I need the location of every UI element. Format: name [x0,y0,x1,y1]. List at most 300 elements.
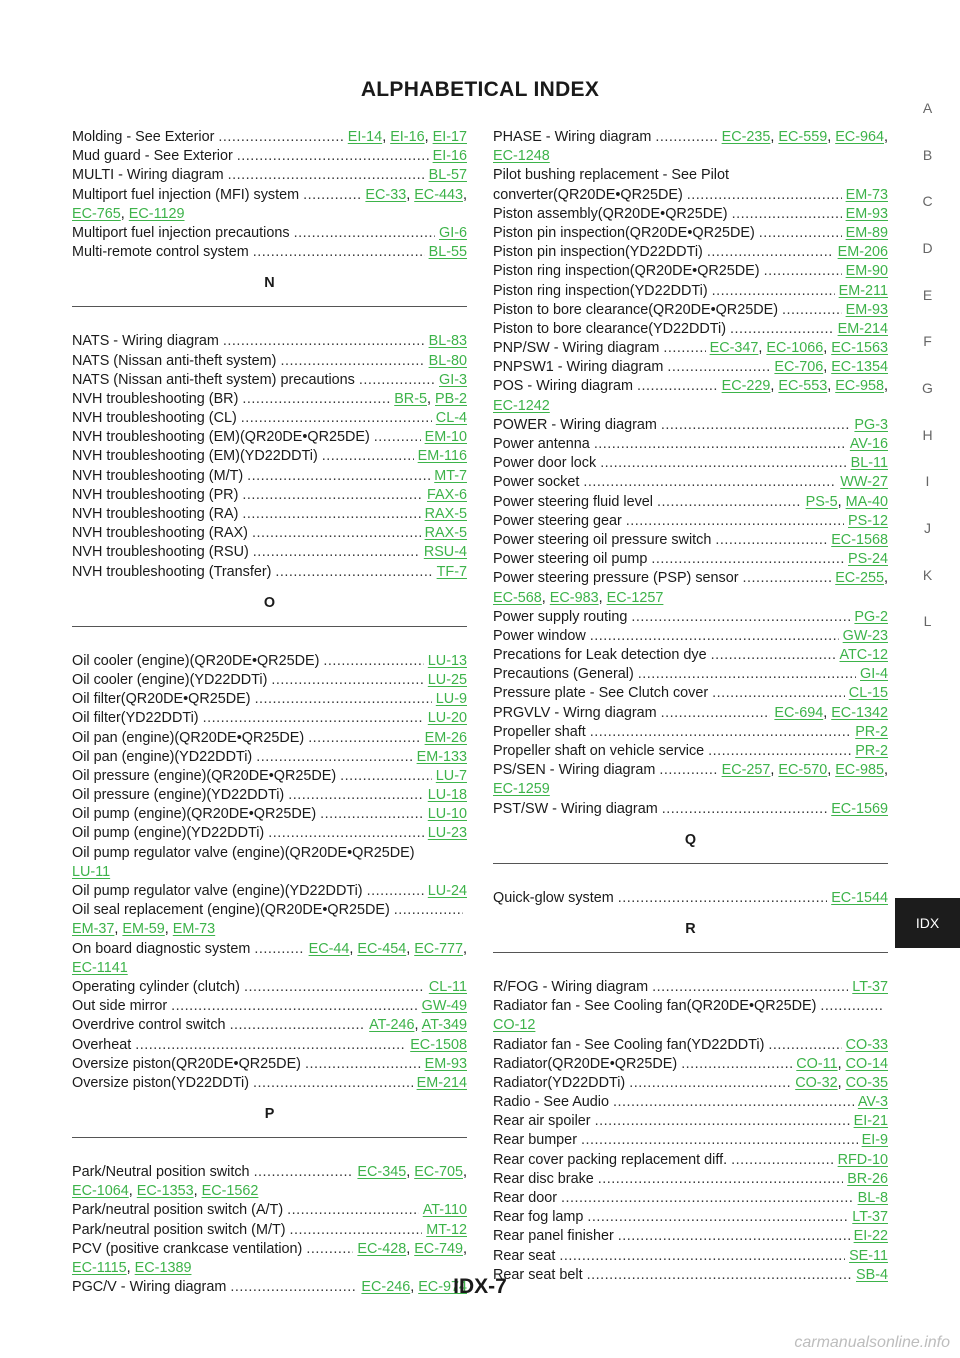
index-entry-title: NVH troubleshooting (EM)(YD22DDTi) [72,448,318,465]
page-ref-link[interactable]: EC-1242 [493,397,550,414]
index-entry-refs [436,409,467,428]
ref-separator: , [837,1074,846,1091]
index-entry-refs [437,563,467,582]
index-entry-refs [854,608,888,627]
index-entry-title: Radio - See Audio [493,1094,610,1111]
section-tab-b[interactable]: B [922,147,933,163]
index-entry-title: Power steering fluid level [493,493,653,510]
page-ref-link[interactable]: GI-3 [439,371,467,388]
section-tab-l[interactable]: L [923,613,932,629]
page-ref-link[interactable]: CO-33 [845,1036,888,1053]
index-entry-title: Precautions (General) [493,666,634,683]
index-entry-title: Oversize piston(YD22DDTi) [72,1074,249,1091]
section-tab-c[interactable]: C [922,193,933,209]
page-ref-link[interactable]: PS-5 [805,493,838,510]
page-ref-link[interactable]: CL-15 [848,685,888,702]
page-ref-link[interactable]: EI-16 [390,129,425,145]
section-letter: P [264,1106,275,1123]
page-ref-link[interactable]: EC-1342 [831,704,888,721]
page-ref-link[interactable]: PR-2 [855,723,888,740]
page-ref-link[interactable]: CL-11 [428,978,467,995]
leader-dots [252,524,421,543]
page-ref-link[interactable]: EM-73 [845,186,888,203]
page-ref-link[interactable]: SB-4 [856,1266,888,1283]
page-ref-link[interactable]: EM-133 [416,748,467,765]
index-entry-refs [852,1208,888,1227]
index-entry-title: POWER - Wiring diagram [493,416,657,433]
page-ref-link[interactable]: RAX-5 [424,506,467,522]
index-entry-title: Rear bumper [493,1132,577,1149]
leader-dots [637,377,718,396]
page-ref-link[interactable]: RFD-10 [837,1151,888,1168]
page-ref-link[interactable]: CL-4 [435,410,467,427]
ref-separator: , [424,129,433,145]
index-entry-refs [848,550,888,569]
page-ref-link[interactable]: LU-20 [427,710,467,727]
index-entry-refs [428,786,467,805]
index-entry [493,800,888,819]
index-entry-refs [425,729,467,748]
index-entry [72,997,467,1016]
index-entry-title: Oil cooler (engine)(QR20DE•QR25DE) [72,652,320,669]
index-entry [493,742,888,761]
page-ref-link[interactable]: TF-7 [436,563,467,580]
ref-separator: , [382,129,391,145]
leader-dots [305,1055,421,1074]
page-ref-link[interactable]: LU-25 [427,671,467,688]
index-entry-title: Oil pump regulator valve (engine)(QR20DE•QR25DE) [72,844,415,861]
page-ref-link[interactable]: CO-35 [845,1074,888,1091]
page-ref-link[interactable]: EC-1389 [134,1260,192,1276]
page-ref-link[interactable]: EM-211 [838,282,888,299]
page-ref-link[interactable]: SE-11 [849,1247,888,1264]
index-entry-title: NATS (Nissan anti-theft system) [72,352,277,369]
page-ref-link[interactable]: EC-347 [709,340,759,357]
index-entry-title: Power steering pressure (PSP) sensor [493,570,739,587]
leader-dots [280,352,424,371]
index-entry-refs [846,224,888,243]
page-ref-link[interactable]: EC-1568 [831,531,888,548]
section-tab-k[interactable]: K [922,567,933,583]
page-ref-link[interactable]: EI-22 [853,1228,888,1245]
section-divider [493,952,888,953]
page-ref-link[interactable]: RAX-5 [424,525,467,542]
index-entry-title: Mud guard - See Exterior [72,148,233,165]
page-ref-link[interactable]: BL-8 [857,1190,888,1206]
page-ref-link[interactable]: MT-7 [434,467,467,484]
page-ref-link[interactable]: LU-7 [435,767,467,784]
index-entry [493,1112,888,1131]
index-entry-refs [428,671,467,690]
index-entry [72,901,467,920]
page-ref-link[interactable]: EC-1562 [201,1183,259,1200]
page-ref-link[interactable]: PB-2 [435,390,467,407]
index-entry [72,729,467,748]
index-entry-refs [846,301,888,320]
index-entry [493,1227,888,1246]
index-entry [72,690,467,709]
page-ref-link[interactable]: GI-6 [439,224,467,241]
index-entry [72,978,467,997]
index-entry [493,978,888,997]
page-ref-link[interactable]: EM-93 [845,301,888,318]
leader-dots [681,1055,792,1074]
page-ref-link[interactable]: EC-1508 [410,1036,467,1053]
page-ref-link[interactable]: EC-229 [721,378,771,395]
page-ref-link[interactable]: AT-246 [369,1017,415,1034]
section-o [72,582,467,652]
page-ref-link[interactable]: EM-93 [845,205,888,222]
page-ref-link[interactable]: EC-1248 [493,148,550,165]
index-entry [72,786,467,805]
page-ref-link[interactable]: ATC-12 [839,647,888,664]
page-ref-link[interactable]: BL-55 [428,244,467,261]
page-ref-link[interactable]: RSU-4 [423,544,467,561]
page-ref-link[interactable]: EM-206 [837,244,888,261]
index-entry-title: Overheat [72,1036,132,1053]
page-ref-link[interactable]: EC-1066 [766,340,824,357]
section-tab-j[interactable]: J [924,520,931,536]
leader-dots [323,652,423,671]
index-entry-title: Power window [493,627,586,644]
index-entry-refs [418,447,467,466]
page-ref-link[interactable]: EM-90 [845,263,888,280]
page-ref-link[interactable]: CO-14 [845,1055,888,1072]
index-entry [493,1151,888,1170]
index-entry-refs [848,512,888,531]
page-ref-link[interactable]: EI-16 [432,148,467,165]
ref-separator: , [406,1240,415,1257]
page-ref-link[interactable]: LU-11 [72,863,111,880]
page-ref-link[interactable]: GW-49 [421,998,467,1015]
index-entry-refs [851,454,888,473]
page-ref-link[interactable]: EC-985 [835,762,884,779]
index-entry-title: PS/SEN - Wiring diagram [493,762,656,779]
page-ref-link[interactable]: EC-428 [357,1240,407,1257]
page-ref-link[interactable]: EC-705 [414,1164,463,1181]
index-entry-title: PHASE - Wiring diagram [493,129,652,145]
index-entry [493,512,888,531]
page-ref-link[interactable]: EC-559 [778,129,828,145]
index-entry [493,186,888,205]
page-ref-link[interactable]: EI-9 [861,1132,888,1149]
index-entry-title: Power antenna [493,436,590,452]
page-ref-link[interactable]: MA-40 [845,493,888,510]
page-ref-link[interactable]: BL-11 [850,455,888,472]
page-ref-link[interactable]: EI-14 [347,129,383,145]
page-ref-link[interactable]: EM-10 [424,429,467,446]
leader-dots [303,186,361,205]
index-entry-refs [428,805,467,824]
page-ref-link[interactable]: EM-73 [172,921,216,938]
index-entry-refs [433,147,467,166]
index-entry-title: Piston pin inspection(QR20DE•QR25DE) [493,224,755,241]
leader-dots [237,147,429,166]
page-ref-link[interactable]: BL-83 [428,333,467,350]
leader-dots [759,224,842,243]
page-ref-link[interactable]: EM-37 [72,921,115,938]
index-entry-refs [428,882,467,901]
page-ref-link[interactable]: EC-246 [361,1279,411,1296]
index-entry-title: Oil filter(QR20DE•QR25DE) [72,691,251,708]
page-ref-link[interactable]: EC-964 [835,129,884,145]
page-ref-link[interactable]: EC-974 [418,1279,467,1296]
index-entry-refs [429,243,467,262]
leader-dots [707,243,834,262]
page-ref-link[interactable]: EC-749 [414,1240,463,1257]
page-ref-link[interactable]: EC-257 [721,762,771,779]
index-entry-title: Park/neutral position switch (M/T) [72,1221,286,1238]
index-entry-title: Power door lock [493,455,597,472]
page-ref-link[interactable]: EC-255 [835,570,884,587]
page-ref-link[interactable]: LU-18 [427,787,467,804]
page-ref-link[interactable]: LU-23 [427,825,467,842]
leader-dots [629,1074,791,1093]
page-ref-link[interactable]: AV-3 [857,1094,888,1111]
page-ref-link[interactable]: LU-13 [427,652,467,669]
page-ref-link[interactable]: EM-26 [424,729,467,746]
ref-separator: , [414,1017,422,1034]
index-entry-refs [425,1055,467,1074]
page-ref-link[interactable]: EC-1129 [128,205,185,222]
page-ref-link[interactable]: PR-2 [855,743,888,759]
page-ref-link[interactable]: EC-235 [721,129,771,145]
index-entry [72,505,467,524]
page-ref-link[interactable]: EC-568 [493,589,542,606]
leader-dots [255,690,432,709]
ref-separator: , [463,1240,467,1257]
page-ref-link[interactable]: BR-26 [847,1170,888,1187]
section-tab-d[interactable]: D [922,240,933,256]
index-entry-title: NVH troubleshooting (RA) [72,506,239,522]
page-ref-link[interactable]: EC-777 [414,940,463,957]
page-ref-link[interactable]: EC-1115 [72,1260,127,1276]
index-entry-refs [428,709,467,728]
index-entry-refs [855,742,888,761]
page-ref-link[interactable]: EM-214 [416,1074,467,1091]
page-ref-link[interactable]: EC-44 [308,940,350,957]
index-entry [72,409,467,428]
index-entry-title: Rear door [493,1190,557,1206]
index-entry [493,608,888,627]
leader-dots [228,166,425,185]
ref-separator: , [837,1055,846,1072]
index-entry-title: Power steering oil pressure switch [493,531,712,548]
index-entry [493,454,888,473]
index-entry [493,435,888,454]
index-entry-refs [846,1036,888,1055]
page-ref-link[interactable]: EM-93 [424,1055,467,1072]
page-ref-link[interactable]: FAX-6 [427,486,467,503]
page-ref-link[interactable]: AV-16 [849,436,888,452]
index-entry-refs [795,1074,888,1093]
page-ref-link[interactable]: EM-59 [122,921,165,938]
index-entry-title: NVH troubleshooting (BR) [72,390,239,407]
leader-dots [595,1112,850,1131]
index-entry [72,224,467,243]
index-entry [72,186,467,205]
ref-separator: , [837,493,846,510]
leader-dots [561,1189,854,1208]
index-entry-title: Park/neutral position switch (A/T) [72,1202,284,1219]
page-ref-link[interactable]: EC-1259 [493,781,550,798]
ref-separator: , [406,940,415,957]
page-ref-link[interactable]: LT-37 [852,1209,888,1226]
index-entry-refs [806,493,888,512]
leader-dots [287,1201,419,1220]
index-column-right [493,128,888,1285]
ref-separator: , [770,762,779,779]
page-ref-link[interactable]: EM-89 [845,224,888,241]
index-entry-title: PNPSW1 - Wiring diagram [493,359,664,376]
leader-dots [254,1163,354,1182]
index-entry [72,940,467,959]
index-entry [493,205,888,224]
leader-dots [782,301,842,320]
leader-dots [244,978,425,997]
index-entry [72,352,467,371]
page-ref-link[interactable]: WW-27 [840,474,888,491]
page-ref-link[interactable]: EC-570 [778,762,828,779]
index-entry-title: Precations for Leak detection dye [493,647,707,664]
page-ref-link[interactable]: PG-3 [854,416,888,433]
page-ref-link[interactable]: LU-24 [427,883,467,899]
ref-separator: , [193,1183,202,1200]
ref-separator: , [823,359,832,376]
index-entry-refs [436,767,467,786]
index-entry-refs [846,262,888,281]
page-ref-link[interactable]: EC-443 [414,186,463,203]
page-ref-link[interactable]: EC-553 [778,378,828,395]
page-ref-link[interactable]: EC-1569 [831,800,888,817]
page-ref-link[interactable]: GW-23 [842,627,888,644]
page-ref-link[interactable]: MT-12 [426,1221,467,1238]
section-tab-e[interactable]: E [922,287,933,303]
leader-dots [594,435,846,454]
index-entry-refs [840,473,888,492]
page-ref-link[interactable]: GI-4 [860,666,888,683]
index-entry [72,447,467,466]
leader-dots [657,493,802,512]
index-entry [493,1055,888,1074]
page-ref-link[interactable]: PS-24 [848,551,888,568]
leader-dots [631,608,850,627]
index-entry-refs [858,1093,888,1112]
index-entry-title: PST/SW - Wiring diagram [493,800,658,817]
page-ref-link[interactable]: PG-2 [854,608,888,625]
page-ref-link[interactable]: LT-37 [852,978,888,995]
page-ref-link[interactable]: EM-214 [837,320,888,337]
ref-separator: , [827,129,836,145]
leader-dots [667,358,770,377]
page-ref-link[interactable]: EI-21 [853,1113,888,1130]
page-ref-link[interactable]: EM-116 [417,448,467,465]
page-ref-link[interactable]: EC-454 [357,940,407,957]
section-tab-idx[interactable]: IDX [895,898,960,948]
section-tab-i[interactable]: I [925,473,930,489]
page-ref-link[interactable]: EC-983 [549,589,599,606]
leader-dots [651,550,844,569]
leader-dots [242,390,390,409]
section-tab-f[interactable]: F [923,333,932,349]
index-entry-title: Rear cover packing replacement diff. [493,1151,728,1168]
page-ref-link[interactable]: EC-345 [357,1164,407,1181]
ref-separator: , [884,570,888,587]
index-entry-refs [854,1112,888,1131]
page-ref-link[interactable]: CO-32 [795,1074,838,1091]
page-ref-link[interactable]: LU-9 [435,691,467,708]
index-entry-title: NVH troubleshooting (M/T) [72,467,244,484]
section-tab-g[interactable]: G [922,380,933,396]
page-ref-link[interactable]: EC-706 [774,359,824,376]
leader-dots [223,332,425,351]
page-ref-link[interactable]: EC-1141 [72,959,128,976]
index-entry [72,1240,467,1259]
page-ref-link[interactable]: EC-1257 [606,589,664,606]
page-ref-link[interactable]: AT-349 [421,1017,467,1034]
index-entry [493,416,888,435]
index-entry-refs [846,205,888,224]
ref-separator: , [823,340,832,357]
page-ref-link[interactable]: CO-12 [493,1017,536,1034]
page-ref-link[interactable]: EI-17 [432,129,467,145]
page-ref-link[interactable]: EC-1064 [72,1183,129,1200]
page-ref-link[interactable]: EC-33 [365,186,407,203]
index-entry [493,684,888,703]
leader-dots [253,243,425,262]
section-tab-h[interactable]: H [922,427,933,443]
page-ref-link[interactable]: EC-1354 [831,359,888,376]
index-entry [493,1170,888,1189]
page-ref-link[interactable]: EC-1353 [136,1183,194,1200]
page-ref-link[interactable]: CO-11 [796,1055,838,1072]
index-entry-refs [852,978,888,997]
page-ref-link[interactable]: EC-958 [835,378,884,395]
ref-separator: , [427,390,435,407]
leader-dots [655,128,717,147]
leader-dots [367,882,424,901]
page-ref-link[interactable]: BR-5 [394,390,427,407]
page-ref-link[interactable]: BL-80 [428,352,467,369]
index-entry [72,128,467,147]
index-entry-title: Pilot bushing replacement - See Pilot [493,167,729,184]
index-entry-refs [410,1036,467,1055]
index-entry-refs [428,824,467,843]
index-entry-title: Oil pump regulator valve (engine)(YD22DDTi) [72,883,363,899]
index-entry-title: Multi-remote control system [72,244,249,261]
index-entry [493,320,888,339]
leader-dots [288,786,424,805]
page-ref-link[interactable]: AT-110 [422,1202,467,1219]
index-entry [493,627,888,646]
index-entry-title: Piston ring inspection(YD22DDTi) [493,282,708,299]
page-ref-link[interactable]: EC-765 [72,205,121,222]
page-ref-link[interactable]: EC-1544 [831,889,888,906]
page-ref-link[interactable]: BL-57 [428,167,467,184]
index-entry-title: Oil pressure (engine)(YD22DDTi) [72,787,285,804]
index-entry-refs [774,358,888,377]
index-entry-title: R/FOG - Wiring diagram [493,978,649,995]
page-ref-link[interactable]: PS-12 [848,512,888,529]
section-tab-a[interactable]: A [922,100,933,116]
index-entry-title: Oil seal replacement (engine)(QR20DE•QR25DE) [72,902,390,919]
page-ref-link[interactable]: EC-1563 [831,340,888,357]
leader-dots [820,997,884,1016]
index-entry [72,1016,467,1035]
page-ref-link[interactable]: EC-694 [774,704,824,721]
leader-dots [618,1227,850,1246]
page-ref-link[interactable]: LU-10 [427,806,467,823]
